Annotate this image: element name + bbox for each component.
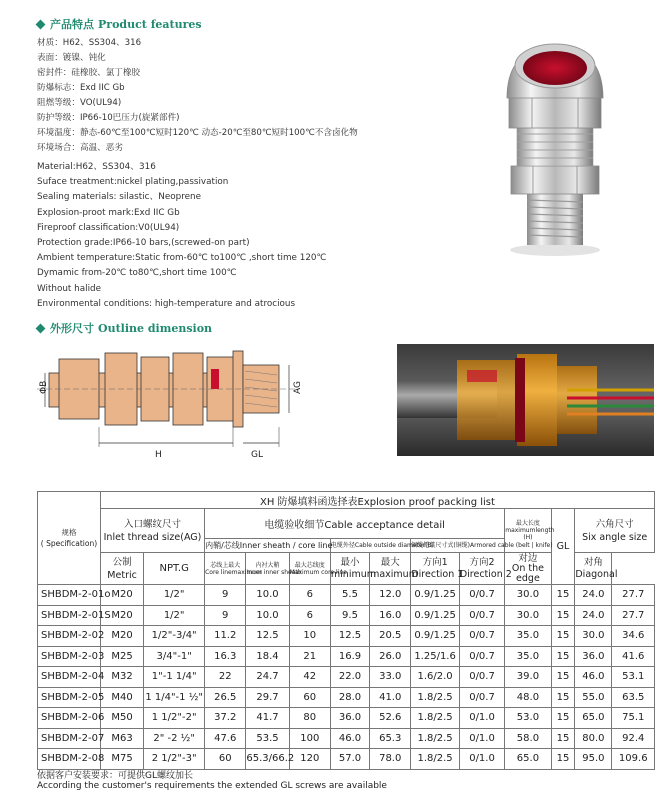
h-label: H xyxy=(155,450,162,460)
outline-title-en: Outline dimension xyxy=(98,321,213,335)
table-cell: 120 xyxy=(289,749,330,770)
outer-diameter-header: 电缆外径Cable outside diameter(B) xyxy=(330,539,410,553)
table-cell: 22.0 xyxy=(330,667,369,688)
table-cell: 1/2" xyxy=(144,585,205,606)
core-max-en: Core linemaximum xyxy=(205,568,262,576)
table-cell: 0.9/1.25 xyxy=(411,605,459,626)
table-cell: 27.7 xyxy=(612,585,655,606)
table-row xyxy=(38,646,655,667)
table-cell: 0/0.7 xyxy=(459,626,504,647)
table-cell: 0.9/1.25 xyxy=(411,626,459,647)
table-cell: M63 xyxy=(100,728,143,749)
table-cell: 36.0 xyxy=(575,646,612,667)
model-cell: SHBDM-2-02 xyxy=(38,626,101,647)
dir1-en: Direction 1 xyxy=(411,568,464,580)
inner-header xyxy=(246,553,302,585)
table-cell: 53.1 xyxy=(612,667,655,688)
table-body xyxy=(38,585,655,770)
feature-cn-line: 防护等级：IP66-10巴压力(旋紧部件) xyxy=(37,113,180,123)
table-cell: 1 1/4"-1 ½" xyxy=(144,687,205,708)
feature-cn-line: 材质：H62、SS304、316 xyxy=(37,38,142,48)
table-cell: 2" -2 ½" xyxy=(144,728,205,749)
table-cell: 5.5 xyxy=(330,585,369,606)
model-cell: SHBDM-2-05 xyxy=(38,687,101,708)
hex-en: Six angle size xyxy=(582,531,648,543)
diamond-bullet-icon xyxy=(36,323,46,333)
max-header xyxy=(370,553,418,585)
table-cell: 9 xyxy=(205,585,246,606)
table-cell: 9.5 xyxy=(330,605,369,626)
table-cell: 65.3 xyxy=(370,728,411,749)
spec-label-en: ( Specification) xyxy=(40,539,98,548)
table-cell: 22 xyxy=(205,667,246,688)
table-cell: 1/2" xyxy=(144,605,205,626)
edge-cn: 对边 xyxy=(518,552,538,564)
model-cell: SHBDM-2-01S xyxy=(38,605,101,626)
outline-dimension-drawing xyxy=(37,343,317,463)
table-row xyxy=(38,728,655,749)
metric-en: Metric xyxy=(107,569,137,581)
dir2-cn: 方向2 xyxy=(469,556,495,568)
cable-title: 电缆验收细节Cable acceptance detail xyxy=(205,509,505,539)
table-cell: 41.7 xyxy=(246,708,289,729)
model-cell: SHBDM-2-04 xyxy=(38,667,101,688)
table-cell: 0/0.7 xyxy=(459,605,504,626)
table-cell: 29.7 xyxy=(246,687,289,708)
table-cell: M20 xyxy=(100,585,143,606)
table-cell: 78.0 xyxy=(370,749,411,770)
core-max-cn: 芯线上最大 xyxy=(210,561,241,569)
phi-b-label: ΦB xyxy=(39,380,49,394)
table-cell: 37.2 xyxy=(205,708,246,729)
max-cn: 最大 xyxy=(380,556,400,568)
model-cell: SHBDM-2-01o xyxy=(38,585,101,606)
table-cell: 35.0 xyxy=(505,646,551,667)
table-row xyxy=(38,708,655,729)
inlet-en: Inlet thread size(AG) xyxy=(103,531,202,543)
feature-cn-line: 密封件：硅橡胶、氯丁橡胶 xyxy=(37,68,141,78)
table-cell: 95.0 xyxy=(575,749,612,770)
table-cell: 30.0 xyxy=(505,605,551,626)
table-cell: 12.5 xyxy=(246,626,289,647)
table-cell: 55.0 xyxy=(575,687,612,708)
direction2-header xyxy=(459,553,512,585)
diagonal-header xyxy=(575,553,618,585)
table-cell: 15 xyxy=(551,708,575,729)
table-cell: 2 1/2"-3" xyxy=(144,749,205,770)
outline-dimension-heading xyxy=(37,320,212,336)
feature-cn-line: 表面：镀镍、钝化 xyxy=(37,53,106,63)
table-cell: 12.0 xyxy=(370,585,411,606)
table-cell: 65.0 xyxy=(575,708,612,729)
hex-header xyxy=(575,509,655,553)
table-cell: 26.0 xyxy=(370,646,411,667)
table-cell: 1 1/2"-2" xyxy=(144,708,205,729)
table-cell: 63.5 xyxy=(612,687,655,708)
table-cell: 15 xyxy=(551,585,575,606)
product-features-heading xyxy=(37,16,202,32)
inner-sheath-header: 内鞘/芯线Inner sheath / core line xyxy=(205,539,331,553)
inlet-cn: 入口螺纹尺寸 xyxy=(124,518,182,530)
table-cell: M40 xyxy=(100,687,143,708)
table-cell: 36.0 xyxy=(330,708,369,729)
table-cell: 48.0 xyxy=(505,687,551,708)
table-cell: 53.0 xyxy=(505,708,551,729)
metric-cn: 公制 xyxy=(112,556,132,568)
table-cell: 0/0.7 xyxy=(459,646,504,667)
table-cell: 15 xyxy=(551,605,575,626)
table-cell: 1"-1 1/4" xyxy=(144,667,205,688)
table-cell: M25 xyxy=(100,646,143,667)
feature-en-line: Environmental conditions: high-temperature and atrocious xyxy=(37,298,296,309)
table-cell: 15 xyxy=(551,667,575,688)
max-core-header xyxy=(289,553,347,585)
table-cell: 75.1 xyxy=(612,708,655,729)
feature-en-line: Explosion-proot mark:Exd IIC Gb xyxy=(37,207,180,218)
spec-header xyxy=(38,492,101,585)
footnote-cn: 依据客户安装要求：可提供GL螺纹加长 xyxy=(37,771,193,781)
table-cell: 11.2 xyxy=(205,626,246,647)
table-cell: 15 xyxy=(551,687,575,708)
table-title: XH 防爆填料函选择表Explosion proof packing list xyxy=(100,492,654,509)
table-cell: 0/0.7 xyxy=(459,687,504,708)
dir1-cn: 方向1 xyxy=(422,556,448,568)
table-cell: 15 xyxy=(551,749,575,770)
table-cell: 12.5 xyxy=(330,626,369,647)
model-cell: SHBDM-2-07 xyxy=(38,728,101,749)
diamond-bullet-icon xyxy=(36,19,46,29)
table-cell: 100 xyxy=(289,728,330,749)
table-cell: 65.0 xyxy=(505,749,551,770)
table-cell: M20 xyxy=(100,605,143,626)
features-en-list xyxy=(37,160,326,312)
feature-cn-line: 环境场合：高温、恶劣 xyxy=(37,143,123,153)
table-cell: 24.7 xyxy=(246,667,289,688)
table-cell: 24.0 xyxy=(575,605,612,626)
table-cell: 10.0 xyxy=(246,605,289,626)
table-cell: 30.0 xyxy=(505,585,551,606)
table-cell: 0/0.7 xyxy=(459,585,504,606)
feature-en-line: Without halide xyxy=(37,283,102,294)
core-max-header xyxy=(205,553,262,585)
table-cell: 0/0.7 xyxy=(459,667,504,688)
table-cell: 33.0 xyxy=(370,667,411,688)
table-cell: 109.6 xyxy=(612,749,655,770)
table-cell: 35.0 xyxy=(505,626,551,647)
feature-en-line: Protection grade:IP66-10 bars,(screwed-on part) xyxy=(37,238,250,249)
table-cell: 9 xyxy=(205,605,246,626)
diag-cn: 对角 xyxy=(583,556,603,568)
inner-cn: 内衬大鞘 xyxy=(255,561,280,569)
table-cell: 47.6 xyxy=(205,728,246,749)
table-cell: 1.8/2.5 xyxy=(411,687,459,708)
table-cell: 39.0 xyxy=(505,667,551,688)
model-cell: SHBDM-2-03 xyxy=(38,646,101,667)
table-cell: 34.6 xyxy=(612,626,655,647)
min-cn: 最小 xyxy=(340,556,360,568)
table-cell: 15 xyxy=(551,626,575,647)
table-cell: 20.5 xyxy=(370,626,411,647)
direction1-header xyxy=(411,553,464,585)
min-en: minimum xyxy=(330,568,376,580)
gl-label: GL xyxy=(251,450,263,460)
table-cell: M50 xyxy=(100,708,143,729)
ag-label: AG xyxy=(293,381,303,394)
table-cell: 65.3/66.2 xyxy=(246,749,289,770)
table-cell: 16.9 xyxy=(330,646,369,667)
model-cell: SHBDM-2-08 xyxy=(38,749,101,770)
table-cell: 18.4 xyxy=(246,646,289,667)
table-cell: 46.0 xyxy=(330,728,369,749)
hex-cn: 六角尺寸 xyxy=(595,518,634,530)
table-cell: 1/2"-3/4" xyxy=(144,626,205,647)
table-row xyxy=(38,605,655,626)
table-row xyxy=(38,626,655,647)
table-cell: 28.0 xyxy=(330,687,369,708)
feature-en-line: Suface treatment:nickel plating,passivation xyxy=(37,177,229,188)
table-cell: 16.3 xyxy=(205,646,246,667)
table-cell: 6 xyxy=(289,585,330,606)
outline-title-cn: 外形尺寸 xyxy=(50,322,94,335)
table-cell: 15 xyxy=(551,646,575,667)
table-cell: 6 xyxy=(289,605,330,626)
features-title-cn: 产品特点 xyxy=(50,18,94,31)
specification-table xyxy=(37,491,655,770)
max-en: maximum xyxy=(370,568,418,580)
spec-label-cn: 规格 xyxy=(61,528,77,537)
table-cell: 10.0 xyxy=(246,585,289,606)
feature-en-line: Fireproof classification:V0(UL94) xyxy=(37,222,180,233)
footnote-en: According the customer's requirements the extended GL screws are available xyxy=(37,781,387,791)
table-cell: 41.6 xyxy=(612,646,655,667)
features-title-en: Product features xyxy=(98,17,202,31)
armored-header: 铜缆铠装尺寸式(铜缆)Armored cable (belt | knife) xyxy=(411,539,505,553)
max-core-cn: 最大芯线度 xyxy=(294,561,325,569)
table-cell: 46.0 xyxy=(575,667,612,688)
feature-en-line: Dymamic from-20℃ to80℃,short time 100℃ xyxy=(37,268,237,279)
max-length-en: maximumlength (H) xyxy=(505,527,555,541)
table-cell: 57.0 xyxy=(330,749,369,770)
table-cell: 0/1.0 xyxy=(459,749,504,770)
table-cell: 10 xyxy=(289,626,330,647)
table-cell: 42 xyxy=(289,667,330,688)
table-cell: 1.6/2.0 xyxy=(411,667,459,688)
table-cell: 0/1.0 xyxy=(459,708,504,729)
table-cell: 27.7 xyxy=(612,605,655,626)
table-cell: 80.0 xyxy=(575,728,612,749)
feature-cn-line: 环境温度：静态-60℃至100℃短时120℃ 动态-20℃至80℃短时100℃不含卤化物 xyxy=(37,128,358,138)
feature-en-line: Sealing materials: silastic、Neoprene xyxy=(37,192,202,203)
dir2-en: Direction 2 xyxy=(459,568,512,580)
table-cell: 53.5 xyxy=(246,728,289,749)
table-cell: 16.0 xyxy=(370,605,411,626)
table-cell: 58.0 xyxy=(505,728,551,749)
table-cell: 52.6 xyxy=(370,708,411,729)
model-cell: SHBDM-2-06 xyxy=(38,708,101,729)
table-cell: 30.0 xyxy=(575,626,612,647)
table-cell: M75 xyxy=(100,749,143,770)
gl-header: GL xyxy=(551,509,575,585)
table-cell: 1.25/1.6 xyxy=(411,646,459,667)
table-cell: 15 xyxy=(551,728,575,749)
max-core-en: Maximum core line xyxy=(289,568,347,576)
table-row xyxy=(38,667,655,688)
table-cell: 0/1.0 xyxy=(459,728,504,749)
table-cell: 41.0 xyxy=(370,687,411,708)
table-row xyxy=(38,585,655,606)
feature-en-line: Ambient temperature:Static from-60℃ to100℃ ,short time 120℃ xyxy=(37,253,327,264)
features-cn-list xyxy=(37,36,358,156)
table-cell: 3/4"-1" xyxy=(144,646,205,667)
table-cell: 60 xyxy=(289,687,330,708)
table-row xyxy=(38,687,655,708)
table-cell: 0.9/1.25 xyxy=(411,585,459,606)
feature-cn-line: 防爆标志：Exd IIC Gb xyxy=(37,83,125,93)
inner-en: Inner inner sheath xyxy=(246,568,302,576)
installed-gland-photo xyxy=(397,344,654,456)
table-cell: M32 xyxy=(100,667,143,688)
edge-en: On the edge xyxy=(511,562,544,584)
table-row xyxy=(38,749,655,770)
feature-en-line: Material:H62、SS304、316 xyxy=(37,162,156,172)
feature-cn-line: 阻燃等级：VO(UL94) xyxy=(37,98,122,108)
diag-en: Diagonal xyxy=(575,568,618,580)
table-cell: 1.8/2.5 xyxy=(411,749,459,770)
cable-gland-photo xyxy=(455,18,655,263)
nptg-header: NPT.G xyxy=(144,553,205,585)
table-cell: 21 xyxy=(289,646,330,667)
table-cell: 1.8/2.5 xyxy=(411,708,459,729)
table-cell: M20 xyxy=(100,626,143,647)
table-cell: 60 xyxy=(205,749,246,770)
inlet-header xyxy=(100,509,204,553)
table-cell: 26.5 xyxy=(205,687,246,708)
table-cell: 24.0 xyxy=(575,585,612,606)
metric-header xyxy=(100,553,143,585)
table-cell: 92.4 xyxy=(612,728,655,749)
table-cell: 80 xyxy=(289,708,330,729)
max-length-cn: 最大长度 xyxy=(515,520,540,527)
min-header xyxy=(330,553,376,585)
table-cell: 1.8/2.5 xyxy=(411,728,459,749)
